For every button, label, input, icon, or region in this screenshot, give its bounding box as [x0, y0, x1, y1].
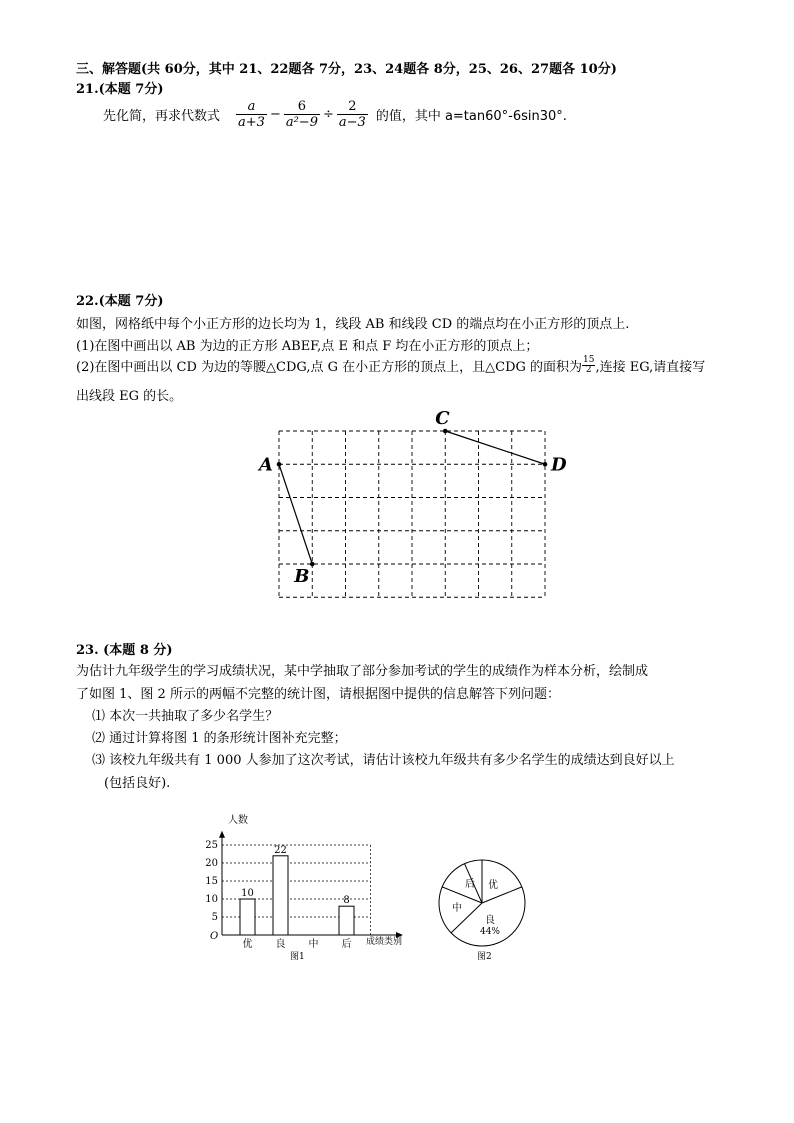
bar-ylabel: 人数 — [228, 815, 248, 826]
bar-title: 图1 — [290, 952, 305, 962]
bar-ytick-label: 20 — [205, 858, 218, 869]
bar-ticks — [205, 840, 218, 923]
bar-category-label: 后 — [341, 939, 352, 950]
q21-fraction-2: $\frac{6}{\text{a²−9}}$ — [285, 98, 318, 130]
bar-data-label: 22 — [274, 844, 287, 856]
q23-header: 23. (本题 8 分) — [76, 643, 173, 658]
pie-slice-label: 中 — [452, 903, 462, 914]
section-heading: 三、解答题(共 60分，其中 21、22题各 7分，23、24题各 8分，25、26、27题各 10分) — [76, 62, 617, 77]
q23-line-1: 为估计九年级学生的学习成绩状况，某中学抽取了部分参加考试的学生的成绩作为样本分析，绘制成 — [76, 664, 649, 679]
point-label-a: A — [259, 454, 273, 476]
bar-ytick-label: 5 — [211, 912, 218, 923]
pie-slice-label: 优 — [488, 880, 498, 891]
bar-categories — [243, 937, 352, 950]
point-label-c: C — [435, 408, 450, 429]
q21-operator-1: − — [269, 106, 281, 122]
q22-line-4: 出线段 EG 的长。 — [76, 389, 183, 404]
point-a — [277, 462, 282, 467]
bar-0 — [240, 899, 255, 935]
q21-points: (本题 7分) — [98, 82, 164, 97]
q22-area-fraction: $\frac{15}{2}$ — [583, 354, 595, 375]
q23-item-2: ⑵ 通过计算将图 1 的条形统计图补充完整； — [92, 731, 347, 746]
pie-slice-label: 后 — [465, 879, 475, 890]
q21-operator-2: ÷ — [322, 106, 334, 122]
point-label-d: D — [551, 454, 567, 476]
q23-item-3: ⑶ 该校九年级共有 1 000 人参加了这次考试，请估计该校九年级共有多少名学生的成绩达到良好以上 — [92, 753, 675, 768]
bar-1 — [273, 856, 288, 935]
point-b — [310, 562, 315, 567]
bar-chart — [190, 808, 430, 968]
q22-line-2: (1)在图中画出以 AB 为边的正方形 ABEF,点 E 和点 F 均在小正方形的顶点上； — [76, 339, 539, 354]
pie-chart — [430, 855, 540, 965]
pie-slice-label: 良 — [485, 915, 495, 926]
bar-data-label: 10 — [241, 888, 254, 899]
segment-cd — [445, 431, 545, 464]
q23-line-2: 了如图 1、图 2 所示的两幅不完整的统计图，请根据图中提供的信息解答下列问题： — [76, 687, 560, 702]
q21-fraction-1: $\frac{a}{a+3}$ — [238, 98, 265, 130]
q21-intro: 先化简，再求代数式 — [103, 108, 221, 124]
bar-category-label: 中 — [308, 939, 319, 950]
bar-origin: O — [210, 931, 219, 942]
q22-header: 22.(本题 7分) — [76, 294, 164, 309]
bar-xlabel: 成绩类别 — [366, 937, 403, 947]
bar-3 — [339, 906, 354, 935]
q23-item-3-cont: (包括良好). — [104, 776, 171, 791]
q22-line-3a: (2)在图中画出以 CD 为边的等腰△CDG,点 G 在小正方形的顶点上，且△CDG 的面积为 — [76, 359, 583, 375]
q22-line-1: 如图，网格纸中每个小正方形的边长均为 1，线段 AB 和线段 CD 的端点均在小正方形的顶点上. — [76, 317, 630, 332]
bar-ytick-label: 15 — [205, 876, 218, 887]
bar-bars — [240, 845, 354, 935]
point-c — [443, 429, 448, 434]
q23-item-1: ⑴ 本次一共抽取了多少名学生？ — [92, 709, 279, 724]
pie-title: 图2 — [477, 952, 492, 962]
bar-y-arrow — [219, 831, 225, 838]
q21-number: 21. — [76, 82, 99, 97]
q22-line-3b: ,连接 EG,请直接写 — [595, 359, 706, 375]
bar-ytick-label: 10 — [205, 894, 218, 905]
segment-ab — [279, 464, 312, 564]
bar-data-label: 8 — [343, 895, 350, 907]
pie-slice-value: 44% — [479, 927, 501, 937]
grid-lines — [279, 431, 545, 597]
bar-category-label: 良 — [275, 939, 286, 950]
bar-category-label: 优 — [242, 939, 253, 950]
q21-tail: 的值，其中 a=tan60°-6sin30°. — [375, 108, 567, 124]
q21-fraction-3: $\frac{2}{a-3}$ — [338, 98, 366, 130]
point-label-b: B — [294, 566, 310, 587]
point-d — [543, 462, 548, 467]
bar-ytick-label: 25 — [205, 840, 218, 851]
